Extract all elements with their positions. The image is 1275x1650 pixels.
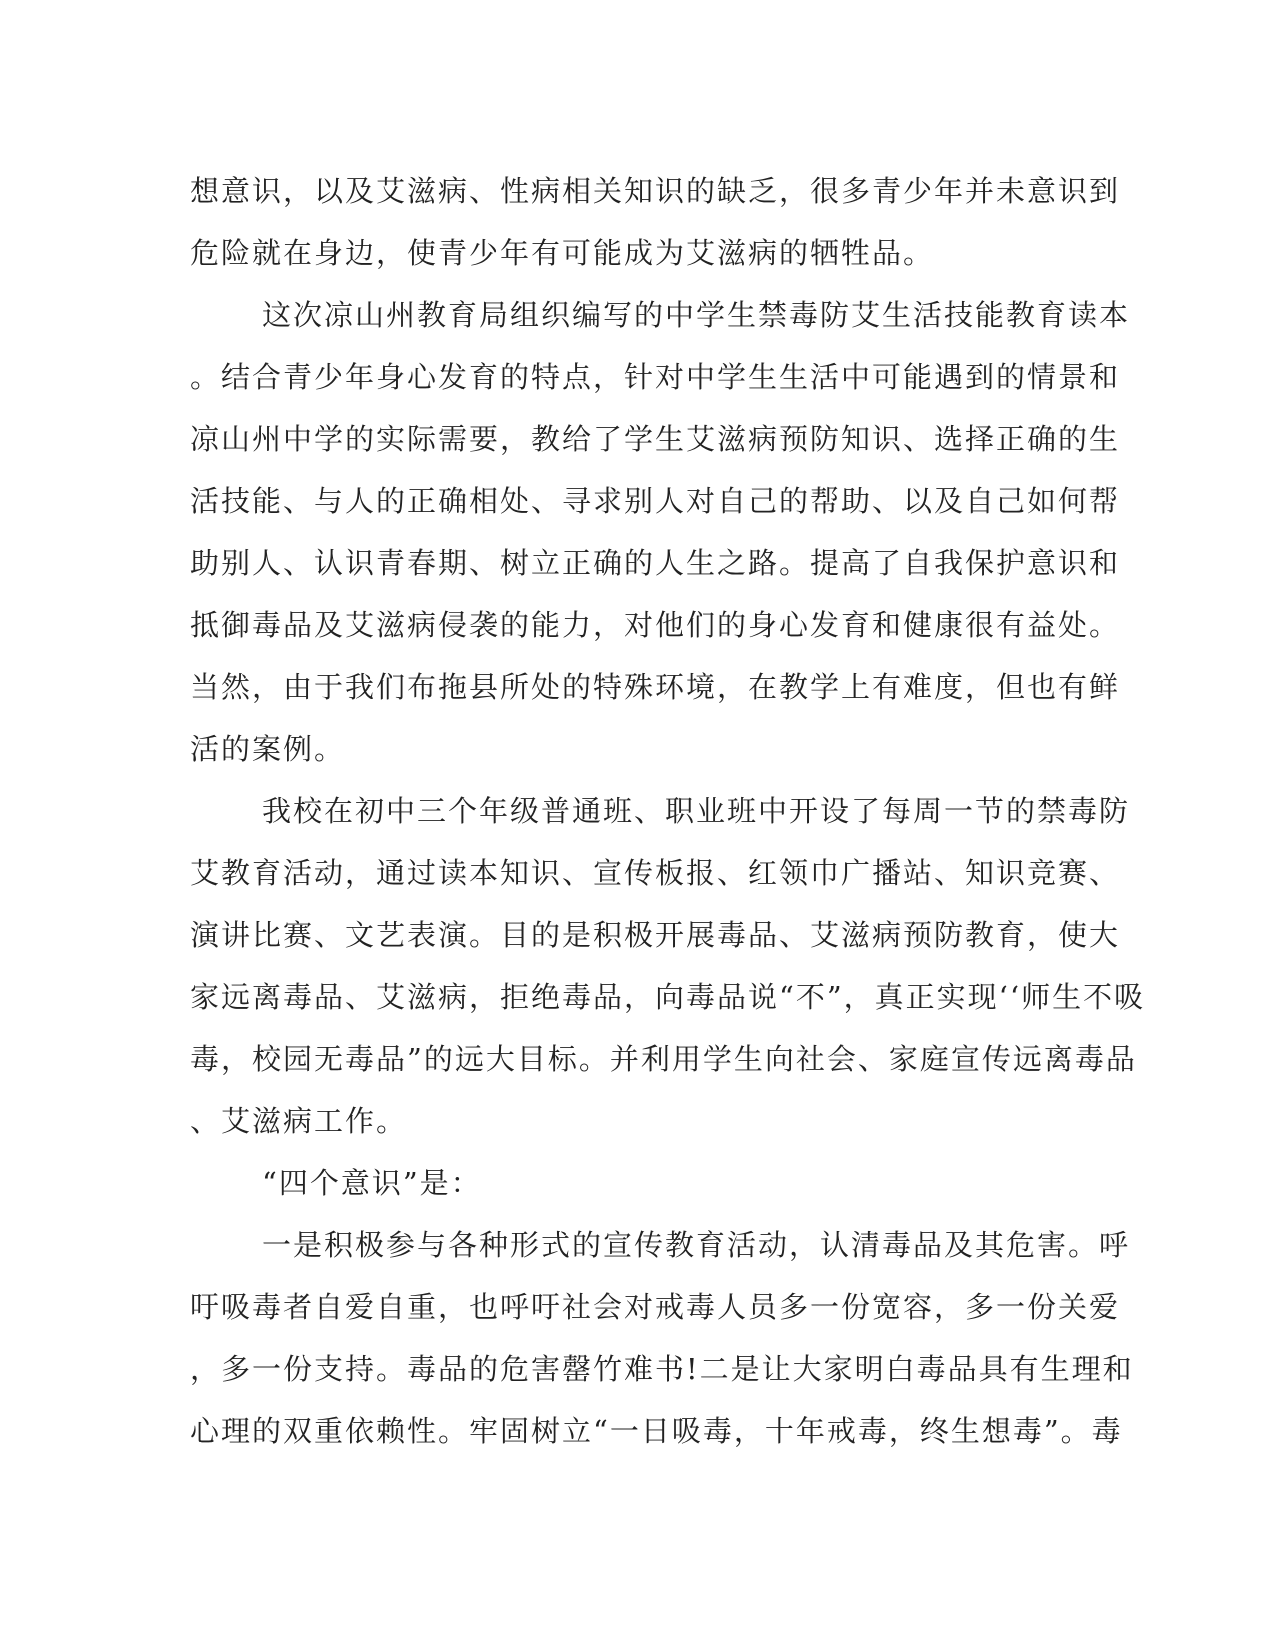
text-line: 心理的双重依赖性。牢固树立“一日吸毒，十年戒毒，终生想毒”。毒 — [190, 1414, 1123, 1448]
text-line: 吁吸毒者自爱自重，也呼吁社会对戒毒人员多一份宽容，多一份关爱 — [190, 1290, 1121, 1324]
text-line: ，多一份支持。毒品的危害罄竹难书!二是让大家明白毒品具有生理和 — [190, 1352, 1134, 1386]
text-line: 活的案例。 — [190, 732, 346, 766]
text-line: 一是积极参与各种形式的宣传教育活动，认清毒品及其危害。呼 — [262, 1228, 1131, 1262]
text-line: 艾教育活动，通过读本知识、宣传板报、红领巾广播站、知识竞赛、 — [190, 856, 1121, 890]
text-line: 危险就在身边，使青少年有可能成为艾滋病的牺牲品。 — [190, 236, 935, 270]
text-line: 演讲比赛、文艺表演。目的是积极开展毒品、艾滋病预防教育，使大 — [190, 918, 1121, 952]
text-line: 毒，校园无毒品”的远大目标。并利用学生向社会、家庭宣传远离毒品 — [190, 1042, 1137, 1076]
text-line: 。结合青少年身心发育的特点，针对中学生生活中可能遇到的情景和 — [190, 360, 1121, 394]
text-line: 这次凉山州教育局组织编写的中学生禁毒防艾生活技能教育读本 — [262, 298, 1131, 332]
text-line: 、艾滋病工作。 — [190, 1104, 408, 1138]
text-line: 想意识，以及艾滋病、性病相关知识的缺乏，很多青少年并未意识到 — [190, 174, 1121, 208]
text-line: 凉山州中学的实际需要，教给了学生艾滋病预防知识、选择正确的生 — [190, 422, 1121, 456]
text-line: 我校在初中三个年级普通班、职业班中开设了每周一节的禁毒防 — [262, 794, 1131, 828]
text-line: 家远离毒品、艾滋病，拒绝毒品，向毒品说“不”，真正实现‘‘师生不吸 — [190, 980, 1146, 1014]
text-line: 当然，由于我们布拖县所处的特殊环境，在教学上有难度，但也有鲜 — [190, 670, 1121, 704]
body-text — [190, 160, 1146, 1462]
text-line: “四个意识”是： — [262, 1166, 482, 1200]
text-line: 助别人、认识青春期、树立正确的人生之路。提高了自我保护意识和 — [190, 546, 1121, 580]
text-line: 抵御毒品及艾滋病侵袭的能力，对他们的身心发育和健康很有益处。 — [190, 608, 1121, 642]
text-line: 活技能、与人的正确相处、寻求别人对自己的帮助、以及自己如何帮 — [190, 484, 1121, 518]
